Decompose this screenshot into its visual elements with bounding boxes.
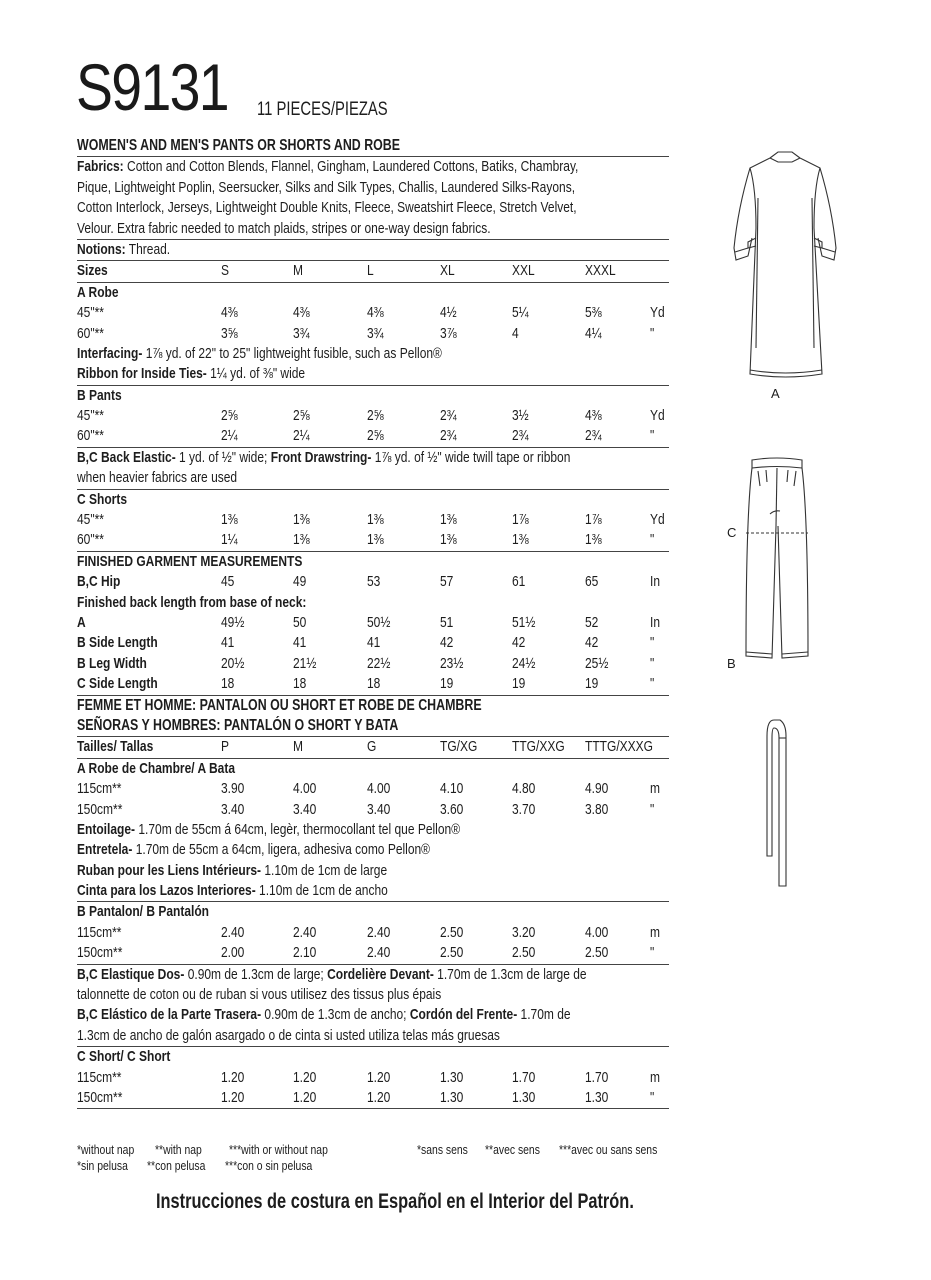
row-value: 2⅝ (367, 407, 384, 425)
section-title: A Robe (77, 283, 119, 301)
row-value: 24½ (512, 654, 536, 672)
row-value: 1.20 (367, 1068, 391, 1086)
size-col: S (221, 262, 230, 280)
row-label: 150cm** (77, 1088, 123, 1106)
row-label: 45"** (77, 304, 104, 322)
yardage-row (77, 324, 669, 344)
tie-illustration (760, 716, 790, 891)
size-col: M (293, 738, 303, 756)
row-value: 1⅞ (585, 511, 602, 529)
size-col: P (221, 738, 230, 756)
row-value: 3.70 (512, 800, 536, 818)
row-value: 23½ (440, 654, 464, 672)
footnote: **with nap (155, 1142, 202, 1157)
row-value: 2⅝ (221, 407, 238, 425)
row-value: 51½ (512, 613, 536, 631)
footnote: **con pelusa (147, 1158, 206, 1173)
row-unit: " (650, 634, 655, 652)
size-col: TG/XG (440, 738, 478, 756)
notions-label: Notions: (77, 240, 126, 258)
row-value: 2.50 (585, 944, 609, 962)
row-value: 2¾ (585, 427, 602, 445)
row-value: 52 (585, 613, 599, 631)
french-title: FEMME ET HOMME: PANTALON OU SHORT ET ROBE DE CHAMBRE (77, 696, 482, 714)
row-label: 115cm** (77, 1068, 122, 1086)
row-value: 1⅜ (367, 511, 384, 529)
sizes-header-translated (77, 737, 669, 758)
row-value: 2.10 (293, 944, 317, 962)
row-value: 49 (293, 573, 307, 591)
row-value: 1¼ (221, 531, 238, 549)
row-value: 45 (221, 573, 235, 591)
row-value: 42 (512, 634, 526, 652)
size-col: G (367, 738, 377, 756)
row-value: 3⅝ (221, 324, 238, 342)
fabrics-line: Velour. Extra fabric needed to match plaids, stripes or one-way design fabrics. (77, 219, 669, 240)
row-value: 2¾ (440, 427, 457, 445)
row-value: 57 (440, 573, 454, 591)
row-label: 150cm** (77, 800, 123, 818)
row-value: 4.00 (367, 780, 391, 798)
row-label: 115cm** (77, 780, 122, 798)
row-value: 4.00 (293, 780, 317, 798)
row-value: 1⅞ (512, 511, 529, 529)
row-value: 65 (585, 573, 599, 591)
fabrics-line: Cotton Interlock, Jerseys, Lightweight Double Knits, Fleece, Sweatshirt Fleece, Stretch Velvet, (77, 199, 577, 217)
row-value: 5¼ (512, 304, 529, 322)
row-unit: " (650, 1088, 655, 1106)
view-label-b: B (727, 656, 736, 671)
row-unit: " (650, 675, 655, 693)
footnote: ***avec ou sans sens (559, 1142, 658, 1157)
section-title: C Shorts (77, 490, 128, 508)
row-value: 2.40 (221, 923, 245, 941)
row-value: 1⅜ (440, 531, 457, 549)
row-value: 25½ (585, 654, 609, 672)
footnote: **avec sens (485, 1142, 540, 1157)
row-value: 19 (440, 675, 454, 693)
yardage-row (77, 406, 669, 426)
row-value: 2.00 (221, 944, 245, 962)
ribbon-line: Ribbon for Inside Ties- 1¼ yd. of ⅜" wide (77, 364, 669, 385)
row-value: 4⅜ (293, 304, 310, 322)
row-unit: Yd (650, 304, 665, 322)
row-value: 2¾ (440, 407, 457, 425)
fabrics-line: Pique, Lightweight Poplin, Seersucker, Silks and Silk Types, Challis, Laundered Silks-Rayons, (77, 178, 576, 196)
row-unit: m (650, 780, 660, 798)
section-title: C Short/ C Short (77, 1048, 171, 1066)
row-label: 60"** (77, 324, 104, 342)
meter-row (77, 800, 669, 820)
row-value: 2⅝ (293, 407, 310, 425)
sizes-header (77, 261, 669, 282)
size-col: TTTG/XXXG (585, 738, 654, 756)
footnote: *sans sens (417, 1142, 468, 1157)
row-value: 18 (221, 675, 235, 693)
row-label: 60"** (77, 427, 104, 445)
robe-illustration (730, 148, 840, 388)
spanish-instructions-note: Instrucciones de costura en Español en el Interior del Patrón. (156, 1190, 634, 1213)
row-value: 19 (585, 675, 599, 693)
footnote: *without nap (77, 1142, 135, 1157)
footnote: ***with or without nap (229, 1142, 328, 1157)
notion-note: Cinta para los Lazos Interiores- 1.10m de 1cm de ancho (77, 881, 669, 902)
row-unit: Yd (650, 407, 665, 425)
size-col: TTG/XXG (512, 738, 565, 756)
elastic-note-fr: B,C Elastique Dos- 0.90m de 1.3cm de large; Cordelière Devant- 1.70m de 1.3cm de large de (77, 965, 587, 983)
yardage-chart (77, 136, 669, 1109)
row-unit: " (650, 531, 655, 549)
meter-row (77, 1088, 669, 1109)
notions-line: Notions: Thread. (77, 240, 669, 261)
row-value: 3.80 (585, 800, 609, 818)
footnotes (77, 1142, 669, 1174)
size-col: M (293, 262, 303, 280)
row-value: 4.00 (585, 923, 609, 941)
row-label: B Side Length (77, 634, 158, 652)
sizes-label: Tailles/ Tallas (77, 738, 154, 756)
row-value: 2⅝ (367, 427, 384, 445)
row-label: 45"** (77, 407, 104, 425)
yardage-row (77, 510, 669, 530)
row-value: 53 (367, 573, 381, 591)
row-unit: " (650, 800, 655, 818)
sizes-label: Sizes (77, 262, 108, 280)
measurement-row (77, 654, 669, 674)
row-value: 4 (512, 324, 519, 342)
row-value: 50 (293, 613, 307, 631)
measurement-row (77, 633, 669, 653)
row-value: 1.30 (512, 1088, 536, 1106)
row-value: 18 (293, 675, 307, 693)
row-label: B Leg Width (77, 654, 147, 672)
meter-row (77, 1068, 669, 1088)
size-col: L (367, 262, 374, 280)
row-unit: " (650, 427, 655, 445)
row-label: 150cm** (77, 944, 123, 962)
row-value: 1.30 (440, 1088, 464, 1106)
row-label: 60"** (77, 531, 104, 549)
row-value: 50½ (367, 613, 391, 631)
spanish-title: SEÑORAS Y HOMBRES: PANTALÓN O SHORT Y BATA (77, 716, 669, 737)
row-value: 1⅜ (221, 511, 238, 529)
elastic-note-es: B,C Elástico de la Parte Trasera- 0.90m de 1.3cm de ancho; Cordón del Frente- 1.70m de (77, 1006, 571, 1024)
meter-row (77, 923, 669, 943)
row-value: 1.20 (221, 1068, 245, 1086)
row-unit: m (650, 1068, 660, 1086)
row-value: 1.20 (367, 1088, 391, 1106)
row-value: 3⅞ (440, 324, 457, 342)
row-value: 1⅜ (440, 511, 457, 529)
section-title: FINISHED GARMENT MEASUREMENTS (77, 552, 303, 570)
row-value: 2¾ (512, 427, 529, 445)
row-value: 1.30 (440, 1068, 464, 1086)
row-value: 1⅜ (293, 511, 310, 529)
fabrics-label: Fabrics: (77, 158, 124, 176)
row-label: B,C Hip (77, 573, 121, 591)
size-col: XXXL (585, 262, 616, 280)
row-value: 4⅜ (585, 407, 602, 425)
row-value: 4.80 (512, 780, 536, 798)
row-value: 4⅜ (367, 304, 384, 322)
measurement-row (77, 572, 669, 592)
row-value: 4¼ (585, 324, 602, 342)
row-value: 42 (440, 634, 454, 652)
row-label: 45"** (77, 511, 104, 529)
row-value: 2.50 (512, 944, 536, 962)
row-value: 1.20 (293, 1068, 317, 1086)
english-title: WOMEN'S AND MEN'S PANTS OR SHORTS AND ROBE (77, 136, 669, 157)
view-label-c: C (727, 525, 737, 540)
row-value: 3.90 (221, 780, 245, 798)
measurement-row (77, 613, 669, 633)
pattern-number: S9131 (76, 50, 228, 124)
row-value: 4.10 (440, 780, 464, 798)
row-label: A (77, 613, 86, 631)
section-title: B Pants (77, 386, 122, 404)
row-value: 41 (293, 634, 307, 652)
back-length-title: Finished back length from base of neck: (77, 593, 307, 611)
row-value: 61 (512, 573, 526, 591)
elastic-line: when heavier fabrics are used (77, 468, 669, 489)
row-unit: " (650, 324, 655, 342)
view-label-a: A (771, 386, 780, 401)
size-col: XXL (512, 262, 535, 280)
elastic-line: B,C Back Elastic- 1 yd. of ½" wide; Front Drawstring- 1⅞ yd. of ½" wide twill tape or ribbon (77, 448, 571, 466)
row-value: 20½ (221, 654, 245, 672)
interfacing-line: Interfacing- 1⅞ yd. of 22" to 25" lightweight fusible, such as Pellon® (77, 344, 442, 362)
section-title: A Robe de Chambre/ A Bata (77, 759, 236, 777)
pieces-count: 11 PIECES/PIEZAS (257, 99, 388, 120)
footnote: *sin pelusa (77, 1158, 128, 1173)
row-value: 2¼ (221, 427, 238, 445)
row-value: 22½ (367, 654, 391, 672)
yardage-row (77, 303, 669, 323)
row-value: 2.40 (367, 923, 391, 941)
row-value: 4.90 (585, 780, 609, 798)
row-value: 3.20 (512, 923, 536, 941)
meter-row (77, 779, 669, 799)
row-unit: " (650, 944, 655, 962)
pants-illustration (744, 456, 810, 666)
row-value: 3.40 (367, 800, 391, 818)
notion-note: Ruban pour les Liens Intérieurs- 1.10m de 1cm de large (77, 861, 388, 879)
notion-note: Entoilage- 1.70m de 55cm á 64cm, legèr, thermocollant tel que Pellon® (77, 820, 461, 838)
elastic-note-es: 1.3cm de ancho de galón asargado o de cinta si usted utiliza telas más gruesas (77, 1026, 669, 1047)
row-value: 1⅜ (367, 531, 384, 549)
row-value: 2¼ (293, 427, 310, 445)
row-unit: m (650, 923, 660, 941)
row-value: 4½ (440, 304, 457, 322)
row-value: 1.30 (585, 1088, 609, 1106)
meter-row (77, 943, 669, 964)
row-value: 4⅜ (221, 304, 238, 322)
row-unit: In (650, 573, 661, 591)
row-value: 3.60 (440, 800, 464, 818)
row-unit: Yd (650, 511, 665, 529)
row-value: 3¾ (293, 324, 310, 342)
row-value: 3.40 (293, 800, 317, 818)
row-unit: " (650, 654, 655, 672)
fabrics-line: Fabrics: Cotton and Cotton Blends, Flannel, Gingham, Laundered Cottons, Batiks, Chambray, (77, 158, 579, 176)
row-value: 1.20 (221, 1088, 245, 1106)
row-value: 21½ (293, 654, 317, 672)
row-value: 2.40 (293, 923, 317, 941)
footnote: ***con o sin pelusa (225, 1158, 313, 1173)
row-label: 115cm** (77, 923, 122, 941)
row-value: 5⅜ (585, 304, 602, 322)
row-label: C Side Length (77, 675, 158, 693)
row-value: 1.20 (293, 1088, 317, 1106)
row-value: 19 (512, 675, 526, 693)
row-unit: In (650, 613, 661, 631)
row-value: 2.40 (367, 944, 391, 962)
row-value: 41 (367, 634, 381, 652)
row-value: 1.70 (512, 1068, 536, 1086)
elastic-note-fr: talonnette de coton ou de ruban si vous utilisez des tissus plus épais (77, 986, 442, 1004)
row-value: 18 (367, 675, 381, 693)
row-value: 3½ (512, 407, 529, 425)
row-value: 1⅜ (585, 531, 602, 549)
row-value: 42 (585, 634, 599, 652)
measurement-row (77, 674, 669, 695)
row-value: 3¾ (367, 324, 384, 342)
size-col: XL (440, 262, 455, 280)
yardage-row (77, 530, 669, 551)
row-value: 41 (221, 634, 235, 652)
row-value: 1⅜ (293, 531, 310, 549)
row-value: 3.40 (221, 800, 245, 818)
row-value: 49½ (221, 613, 245, 631)
row-value: 2.50 (440, 923, 464, 941)
row-value: 51 (440, 613, 454, 631)
row-value: 2.50 (440, 944, 464, 962)
notion-note: Entretela- 1.70m de 55cm a 64cm, ligera, adhesiva como Pellon® (77, 841, 431, 859)
row-value: 1⅜ (512, 531, 529, 549)
yardage-row (77, 426, 669, 447)
section-title: B Pantalon/ B Pantalón (77, 903, 210, 921)
row-value: 1.70 (585, 1068, 609, 1086)
